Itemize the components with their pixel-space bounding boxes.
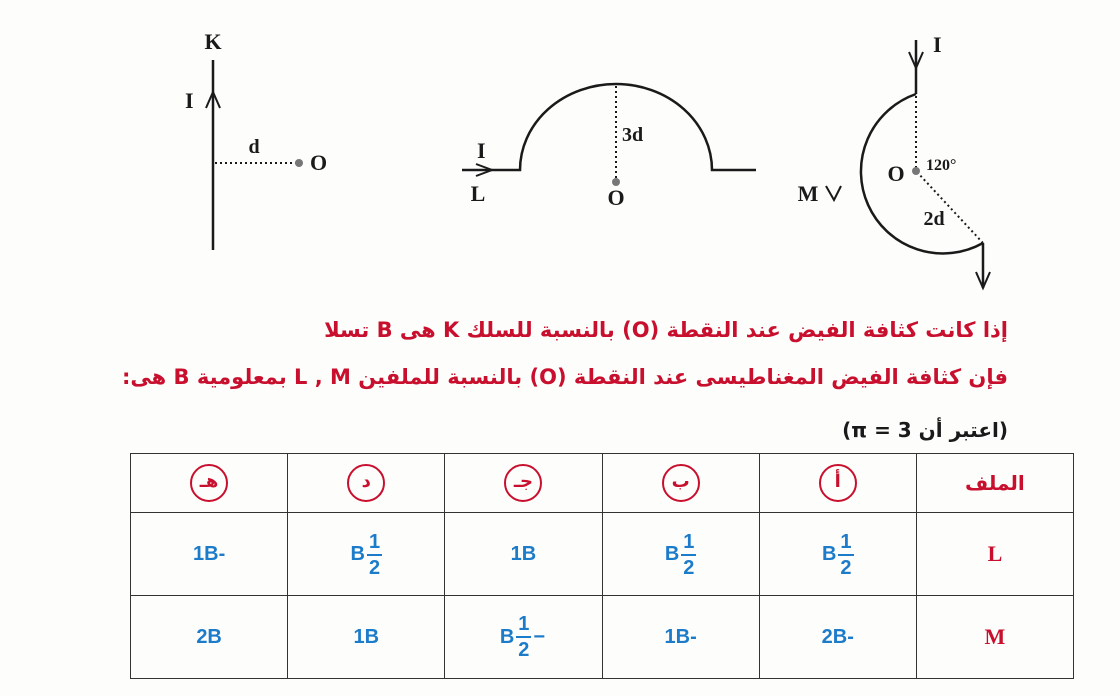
current-label: I bbox=[933, 32, 942, 57]
distance-label: d bbox=[248, 136, 260, 158]
cell-m-c bbox=[445, 596, 602, 679]
cell-m-e: 2B bbox=[131, 596, 288, 679]
radius-label: 3d bbox=[622, 124, 644, 146]
option-d bbox=[288, 454, 445, 513]
wire-label-l: L bbox=[470, 181, 486, 206]
option-d-badge: د bbox=[347, 464, 385, 502]
option-c-badge: جـ bbox=[504, 464, 542, 502]
question-line-1: إذا كانت كثافة الفيض عند النقطة (O) بالنسبة للسلك K هى B تسلا bbox=[324, 318, 1008, 342]
cell-m-d: 1B bbox=[288, 596, 445, 679]
row-m bbox=[131, 596, 1074, 679]
arc-arrow bbox=[826, 186, 841, 200]
row-label-l: L bbox=[916, 513, 1073, 596]
option-a-badge: أ bbox=[819, 464, 857, 502]
diagram-l bbox=[462, 84, 756, 210]
semicircle-wire bbox=[462, 84, 756, 170]
cell-l-a bbox=[759, 513, 916, 596]
point-o-dot bbox=[295, 159, 303, 167]
header-row bbox=[131, 454, 1074, 513]
point-label: O bbox=[607, 185, 625, 210]
option-b bbox=[602, 454, 759, 513]
wire-label-k: K bbox=[204, 29, 222, 54]
coil-header: الملف bbox=[916, 454, 1073, 513]
point-o-dot bbox=[912, 167, 920, 175]
fraction-value: $\frac{1}{2}$ B bbox=[664, 530, 695, 579]
option-b-badge: ب bbox=[662, 464, 700, 502]
fraction-value: $\frac{1}{2}$ B bbox=[821, 530, 852, 579]
arc-wire bbox=[861, 94, 983, 253]
diagram-m bbox=[798, 32, 990, 288]
cell-m-a: -2B bbox=[759, 596, 916, 679]
cell-l-c: 1B bbox=[445, 513, 602, 596]
cell-l-e: -1B bbox=[131, 513, 288, 596]
current-label: I bbox=[477, 138, 486, 163]
option-e-badge: هـ bbox=[190, 464, 228, 502]
cell-l-d bbox=[288, 513, 445, 596]
point-label: O bbox=[887, 161, 905, 186]
option-a bbox=[759, 454, 916, 513]
diagrams bbox=[0, 0, 1120, 310]
angle-label: 120° bbox=[926, 157, 957, 174]
cell-l-b bbox=[602, 513, 759, 596]
fraction-value: − $\frac{1}{2}$ B bbox=[499, 613, 546, 661]
fraction-value: $\frac{1}{2}$ B bbox=[350, 530, 381, 579]
current-label: I bbox=[185, 88, 194, 113]
wire-label-m: M bbox=[797, 181, 819, 206]
answer-table bbox=[130, 453, 1074, 679]
option-e bbox=[131, 454, 288, 513]
radius-label: 2d bbox=[923, 208, 945, 230]
option-c bbox=[445, 454, 602, 513]
cell-m-b: -1B bbox=[602, 596, 759, 679]
point-label: O bbox=[310, 150, 328, 175]
question-line-2: فإن كثافة الفيض المغناطيسى عند النقطة (O) بالنسبة للملفين L , M بمعلومية B هى: bbox=[122, 365, 1008, 389]
row-l bbox=[131, 513, 1074, 596]
diagram-k bbox=[185, 29, 327, 250]
pi-note: (اعتبر أن 3 = π) bbox=[842, 418, 1008, 442]
row-label-m: M bbox=[916, 596, 1073, 679]
